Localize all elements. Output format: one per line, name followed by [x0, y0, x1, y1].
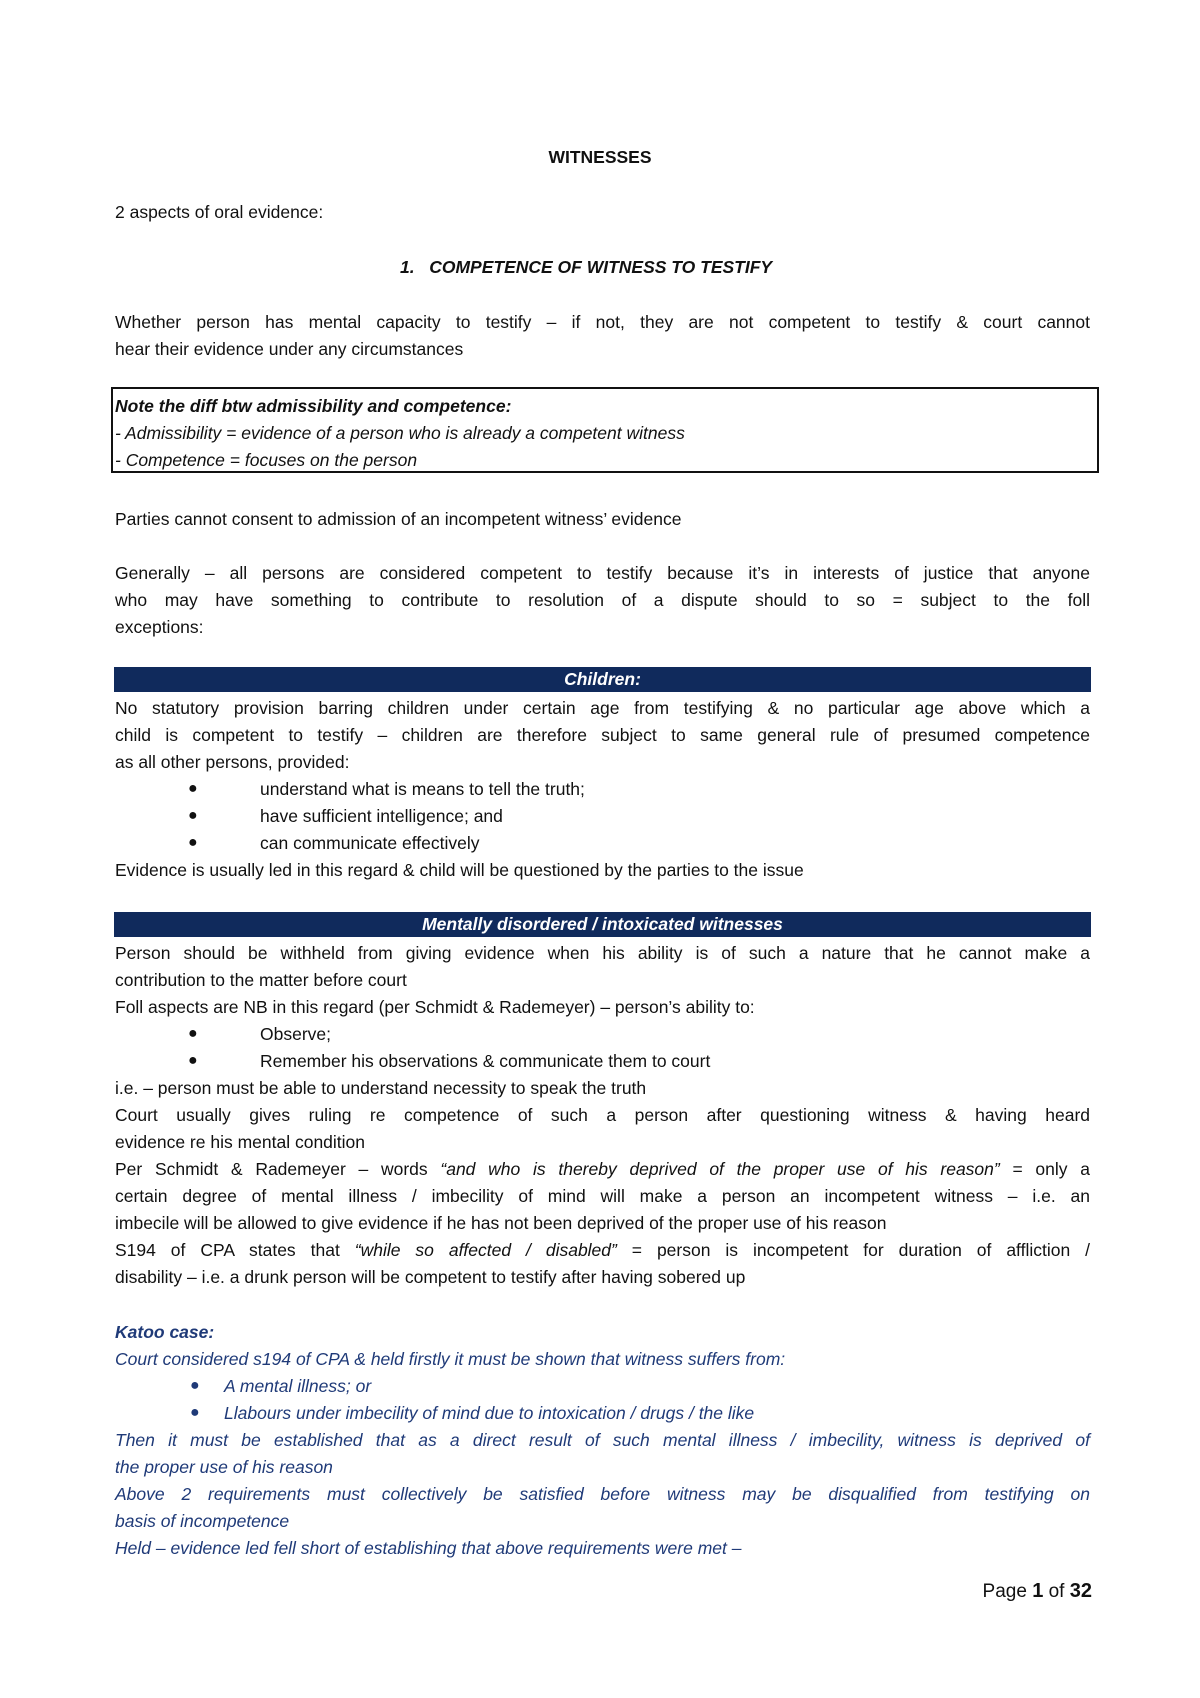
schmidt-line-3: imbecile will be allowed to give evidence if he has not been deprived of the proper use of his reason: [115, 1213, 887, 1233]
katoo-bullet-1: A mental illness; or: [224, 1376, 372, 1396]
katoo-line-5: basis of incompetence: [115, 1511, 290, 1531]
mental-bullet-1: Observe;: [260, 1024, 331, 1044]
footer-of-word: of: [1048, 1581, 1065, 1602]
bullet-icon: ●: [188, 807, 198, 824]
katoo-line-4: Above 2 requirements must collectively be satisfied before witness may be disqualified from testifying on: [115, 1484, 1090, 1504]
mental-line-1: Person should be withheld from giving evidence when his ability is of such a nature that he cannot make a: [115, 943, 1090, 963]
mental-after-2: Court usually gives ruling re competence of such a person after questioning witness & having heard: [115, 1105, 1090, 1125]
mental-capacity-line-2: hear their evidence under any circumstances: [115, 339, 464, 359]
section-title: COMPETENCE OF WITNESS TO TESTIFY: [429, 257, 773, 277]
children-bullet-1: understand what is means to tell the truth;: [260, 779, 585, 799]
mental-bullet-2: Remember his observations & communicate them to court: [260, 1051, 711, 1071]
generally-line-1: Generally – all persons are considered competent to testify because it’s in interests of justice that anyone: [115, 563, 1090, 583]
children-bullet-2: have sufficient intelligence; and: [260, 806, 503, 826]
consent-text: Parties cannot consent to admission of an incompetent witness’ evidence: [115, 509, 682, 529]
footer-page-word: Page: [982, 1581, 1027, 1602]
katoo-heading: Katoo case:: [115, 1322, 215, 1342]
children-after: Evidence is usually led in this regard & child will be questioned by the parties to the issue: [115, 860, 804, 880]
mental-after-3: evidence re his mental condition: [115, 1132, 366, 1152]
generally-line-2: who may have something to contribute to resolution of a dispute should to so = subject to the foll: [115, 590, 1090, 610]
children-line-3: as all other persons, provided:: [115, 752, 350, 772]
s194-line-1: [115, 1238, 1090, 1262]
note-line-admissibility: - Admissibility = evidence of a person who is already a competent witness: [115, 423, 685, 443]
mental-after-1: i.e. – person must be able to understand necessity to speak the truth: [115, 1078, 647, 1098]
section-number: 1.: [400, 257, 415, 277]
s194-post: = person is incompetent for duration of affliction /: [616, 1240, 1091, 1260]
schmidt-post: = only a: [999, 1159, 1090, 1179]
children-heading-bar: Children:: [114, 667, 1091, 692]
s194-pre: S194 of CPA states that: [115, 1240, 355, 1260]
intro-text: 2 aspects of oral evidence:: [115, 202, 324, 222]
bullet-icon: ●: [188, 780, 198, 797]
mental-line-2: contribution to the matter before court: [115, 970, 407, 990]
s194-quote: “while so affected / disabled”: [354, 1240, 617, 1260]
bullet-icon: ●: [190, 1377, 200, 1394]
schmidt-quote: “and who is thereby deprived of the proper use of his reason”: [440, 1159, 1000, 1179]
schmidt-line-2: certain degree of mental illness / imbecility of mind will make a person an incompetent witness – i.e. an: [115, 1186, 1090, 1206]
bullet-icon: ●: [190, 1404, 200, 1421]
children-bullet-3: can communicate effectively: [260, 833, 480, 853]
schmidt-line-1: [115, 1157, 1090, 1181]
mental-line-3: Foll aspects are NB in this regard (per Schmidt & Rademeyer) – person’s ability to:: [115, 997, 755, 1017]
mental-heading-bar: Mentally disordered / intoxicated witnesses: [114, 912, 1091, 937]
katoo-line-6: Held – evidence led fell short of establishing that above requirements were met –: [115, 1538, 742, 1558]
bullet-icon: ●: [188, 1025, 198, 1042]
bullet-icon: ●: [188, 1052, 198, 1069]
bullet-icon: ●: [188, 834, 198, 851]
katoo-line-2: Then it must be established that as a direct result of such mental illness / imbecility, witness is deprived of: [115, 1430, 1090, 1450]
note-line-competence: - Competence = focuses on the person: [115, 450, 418, 470]
s194-line-2: disability – i.e. a drunk person will be competent to testify after having sobered up: [115, 1267, 746, 1287]
generally-line-3: exceptions:: [115, 617, 204, 637]
page-title: WITNESSES: [548, 147, 652, 167]
mental-capacity-line-1: Whether person has mental capacity to testify – if not, they are not competent to testify & court cannot: [115, 312, 1090, 332]
schmidt-pre: Per Schmidt & Rademeyer – words: [115, 1159, 441, 1179]
katoo-bullet-2: Llabours under imbecility of mind due to intoxication / drugs / the like: [224, 1403, 755, 1423]
note-heading: Note the diff btw admissibility and competence:: [115, 396, 512, 416]
children-line-1: No statutory provision barring children under certain age from testifying & no particular age above which a: [115, 698, 1090, 718]
footer-page-number: 1: [1032, 1580, 1044, 1602]
section-heading: [400, 255, 772, 279]
katoo-line-3: the proper use of his reason: [115, 1457, 333, 1477]
footer-page-total: 32: [1069, 1580, 1092, 1602]
katoo-line-1: Court considered s194 of CPA & held firstly it must be shown that witness suffers from:: [115, 1349, 786, 1369]
children-line-2: child is competent to testify – children are therefore subject to same general rule of presumed competence: [115, 725, 1090, 745]
page-footer: [983, 1580, 1092, 1603]
